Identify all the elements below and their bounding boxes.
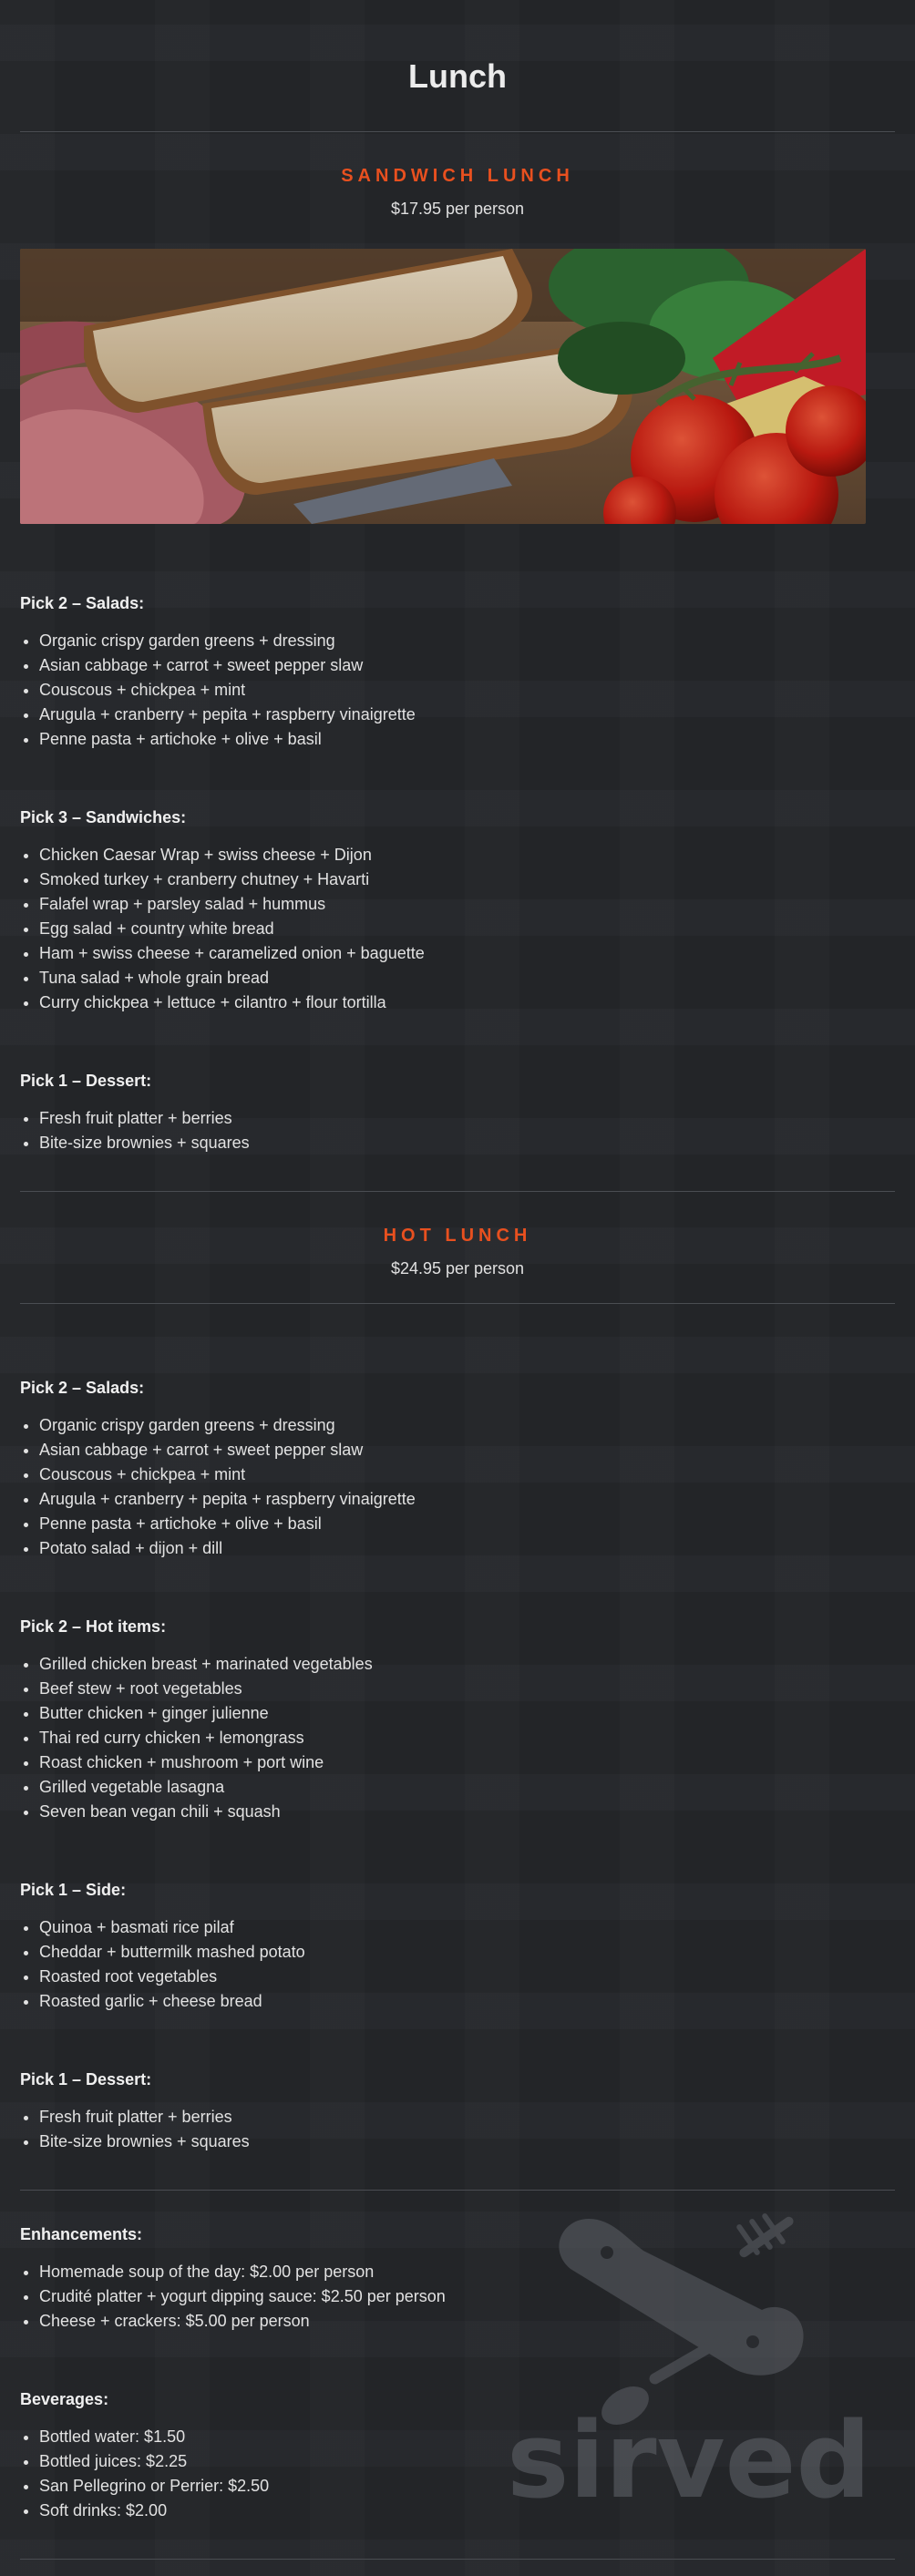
list-item: • Chicken Caesar Wrap + swiss cheese + Dijon [39, 843, 895, 867]
list-item: • Bite-size brownies + squares [39, 1131, 895, 1155]
divider [20, 2190, 895, 2191]
list-item: • Cheddar + buttermilk mashed potato [39, 1940, 895, 1965]
price: $24.95 per person [390, 1259, 525, 1278]
list-item: • Ham + swiss cheese + caramelized onion + baguette [39, 941, 895, 966]
divider [20, 2559, 895, 2560]
hot-lunch-header [20, 1225, 895, 1279]
food-photo [20, 249, 866, 524]
hot-side-group [20, 1879, 895, 2014]
divider [20, 1191, 895, 1192]
list-item: • Bite-size brownies + squares [39, 2130, 895, 2154]
list-item: • Roasted root vegetables [39, 1965, 895, 1989]
sandwich-dessert-group [20, 1070, 895, 1155]
salads-list [20, 629, 895, 752]
list-item: • Couscous + chickpea + mint [39, 1462, 895, 1487]
list-item: • Grilled chicken breast + marinated vegetables [39, 1652, 895, 1677]
hot-items-group [20, 1616, 895, 1824]
divider [20, 131, 895, 132]
sandwiches-list [20, 843, 895, 1015]
group-title: Enhancements: [20, 2225, 143, 2243]
list-item: • Crudité platter + yogurt dipping sauce: $2.50 per person [39, 2284, 895, 2309]
hot-salads-group [20, 1377, 895, 1561]
divider [20, 1303, 895, 1304]
list-item: • Bottled water: $1.50 [39, 2425, 895, 2449]
list-item: • Curry chickpea + lettuce + cilantro + flour tortilla [39, 990, 895, 1015]
hot-items-list [20, 1652, 895, 1824]
list-item: • Asian cabbage + carrot + sweet pepper slaw [39, 1438, 895, 1462]
price: $17.95 per person [390, 200, 525, 218]
group-title: Pick 1 – Dessert: [20, 2070, 152, 2089]
list-item: • Arugula + cranberry + pepita + raspberry vinaigrette [39, 703, 895, 727]
section-title: SANDWICH LUNCH [341, 166, 574, 186]
list-item: • Quinoa + basmati rice pilaf [39, 1915, 895, 1940]
list-item: • Cheese + crackers: $5.00 per person [39, 2309, 895, 2334]
watermark-text: sirved [507, 2400, 871, 2506]
list-item: • Organic crispy garden greens + dressing [39, 629, 895, 653]
list-item: • Grilled vegetable lasagna [39, 1775, 895, 1800]
group-title: Pick 3 – Sandwiches: [20, 808, 187, 826]
list-item: • Thai red curry chicken + lemongrass [39, 1726, 895, 1750]
dessert-list [20, 1106, 895, 1155]
list-item: • Fresh fruit platter + berries [39, 2105, 895, 2130]
section-title: HOT LUNCH [383, 1226, 532, 1246]
group-title: Pick 1 – Side: [20, 1881, 127, 1899]
hot-dessert-group [20, 2068, 895, 2154]
group-title: Pick 1 – Dessert: [20, 1072, 152, 1090]
list-item: • Egg salad + country white bread [39, 917, 895, 941]
list-item: • Roast chicken + mushroom + port wine [39, 1750, 895, 1775]
list-item: • Organic crispy garden greens + dressing [39, 1413, 895, 1438]
list-item: • San Pellegrino or Perrier: $2.50 [39, 2474, 895, 2499]
list-item: • Fresh fruit platter + berries [39, 1106, 895, 1131]
list-item: • Homemade soup of the day: $2.00 per person [39, 2260, 895, 2284]
group-title: Beverages: [20, 2390, 109, 2408]
list-item: • Bottled juices: $2.25 [39, 2449, 895, 2474]
dessert-list [20, 2105, 895, 2154]
sandwich-sandwiches-group [20, 806, 895, 1015]
list-item: • Couscous + chickpea + mint [39, 678, 895, 703]
list-item: • Asian cabbage + carrot + sweet pepper slaw [39, 653, 895, 678]
page-title: Lunch [408, 57, 507, 95]
sirved-logo [507, 2196, 871, 2506]
list-item: • Seven bean vegan chili + squash [39, 1800, 895, 1824]
list-item: • Falafel wrap + parsley salad + hummus [39, 892, 895, 917]
list-item: • Butter chicken + ginger julienne [39, 1701, 895, 1726]
group-title: Pick 2 – Salads: [20, 1379, 145, 1397]
list-item: • Tuna salad + whole grain bread [39, 966, 895, 990]
side-list [20, 1915, 895, 2014]
group-title: Pick 2 – Salads: [20, 594, 145, 612]
group-title: Pick 2 – Hot items: [20, 1617, 167, 1636]
sandwich-hero-image [20, 249, 866, 524]
list-item: • Beef stew + root vegetables [39, 1677, 895, 1701]
sandwich-lunch-header [20, 165, 895, 220]
list-item: • Penne pasta + artichoke + olive + basil [39, 1512, 895, 1536]
list-item: • Smoked turkey + cranberry chutney + Havarti [39, 867, 895, 892]
list-item: • Potato salad + dijon + dill [39, 1536, 895, 1561]
list-item: • Penne pasta + artichoke + olive + basil [39, 727, 895, 752]
sandwich-salads-group [20, 592, 895, 752]
list-item: • Soft drinks: $2.00 [39, 2499, 895, 2523]
list-item: • Roasted garlic + cheese bread [39, 1989, 895, 2014]
list-item: • Arugula + cranberry + pepita + raspberry vinaigrette [39, 1487, 895, 1512]
salads-list [20, 1413, 895, 1561]
